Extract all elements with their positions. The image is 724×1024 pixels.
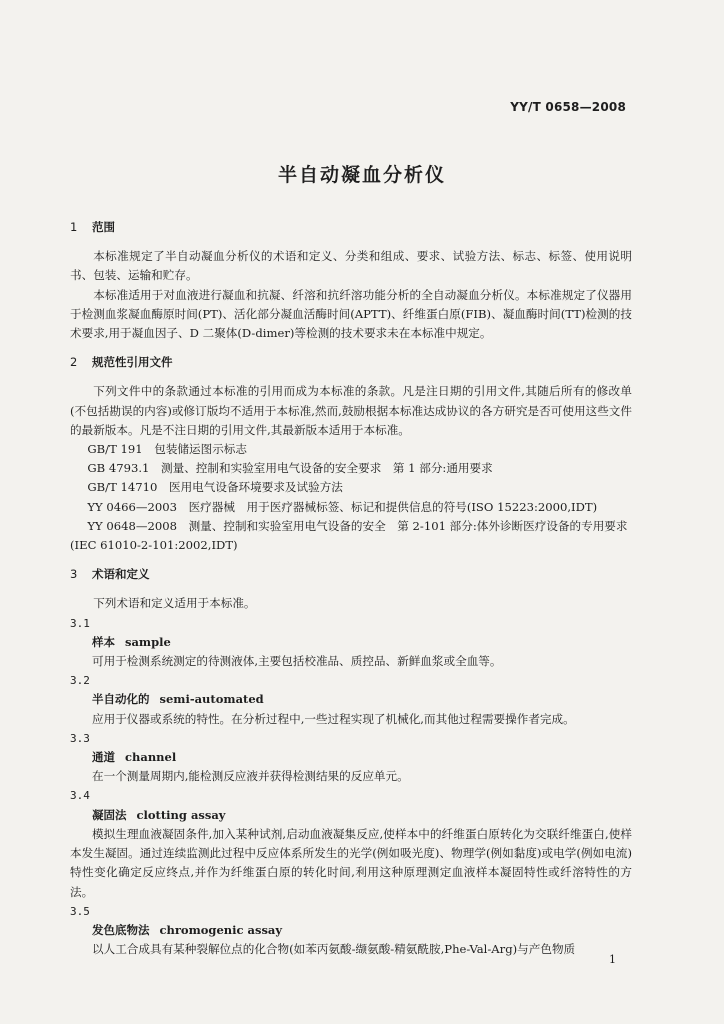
- term-heading: [92, 921, 632, 940]
- term-definition: 在一个测量周期内,能检测反应液并获得检测结果的反应单元。: [92, 769, 409, 784]
- paragraph: 下列文件中的条款通过本标准的引用而成为本标准的条款。凡是注日期的引用文件,其随后所有的修改单(不包括勘误的内容)或修订版均不适用于本标准,然而,鼓励根据本标准达成协议的各方研究是否可使用这些文件的最新版本。凡是不注日期的引用文件,其最新版本适用于本标准。: [70, 384, 632, 437]
- document-body: [70, 218, 632, 959]
- section-title: 范围: [92, 220, 115, 234]
- section-heading-1: [70, 218, 632, 237]
- section-number: 1: [70, 220, 78, 234]
- paragraph: 本标准规定了半自动凝血分析仪的术语和定义、分类和组成、要求、试验方法、标志、标签、使用说明书、包装、运输和贮存。: [70, 249, 632, 283]
- paragraph: 下列术语和定义适用于本标准。: [93, 596, 256, 611]
- term-number: 3.3: [70, 731, 90, 745]
- section-title: 规范性引用文件: [92, 355, 173, 370]
- section-heading-3: [70, 565, 632, 584]
- term-number: 3.1: [70, 616, 90, 630]
- term-definition: 应用于仪器或系统的特性。在分析过程中,一些过程实现了机械化,而其他过程需要操作者完成。: [92, 711, 575, 726]
- term-cn: 样本: [92, 634, 115, 649]
- term-number: 3.5: [70, 904, 90, 918]
- term-definition: 以人工合成具有某种裂解位点的化合物(如苯丙氨酸-缬氨酸-精氨酰胺,Phe-Val-Arg)与产色物质: [92, 942, 576, 957]
- page-number: 1: [609, 953, 616, 966]
- reference-item: YY 0466—2003 医疗器械 用于医疗器械标签、标记和提供信息的符号(ISO 15223:2000,IDT): [87, 499, 598, 514]
- term-cn: 凝固法: [92, 807, 127, 822]
- term-heading: [92, 748, 632, 767]
- term-heading: [92, 633, 632, 652]
- section-number: 2: [70, 355, 78, 370]
- reference-item: GB/T 14710 医用电气设备环境要求及试验方法: [87, 480, 343, 495]
- term-heading: [92, 690, 632, 709]
- section-title: 术语和定义: [92, 567, 150, 582]
- term-cn: 发色底物法: [92, 922, 150, 937]
- term-definition: 模拟生理血液凝固条件,加入某种试剂,启动血液凝集反应,使样本中的纤维蛋白原转化为交联纤维蛋白,使样本发生凝固。通过连续监测此过程中反应体系所发生的光学(例如吸光度)、物理学(例如黏度)或电学(例如电流)特性变化确定反应终点,并作为纤维蛋白原的转化时间,利用这种原理测定血液样本凝固特性或纤溶特性的方法。: [70, 826, 632, 899]
- term-en: sample: [125, 634, 171, 649]
- document-title: 半自动凝血分析仪: [277, 164, 446, 186]
- term-en: channel: [125, 750, 177, 765]
- standard-code: YY/T 0658—2008: [510, 100, 626, 114]
- term-en: clotting assay: [136, 807, 226, 822]
- term-number: 3.4: [70, 789, 90, 803]
- term-definition: 可用于检测系统测定的待测液体,主要包括校准品、质控品、新鲜血浆或全血等。: [92, 654, 502, 669]
- reference-item: GB 4793.1 测量、控制和实验室用电气设备的安全要求 第 1 部分:通用要求: [87, 461, 493, 476]
- section-heading-2: [70, 353, 632, 372]
- paragraph: 本标准适用于对血液进行凝血和抗凝、纤溶和抗纤溶功能分析的全自动凝血分析仪。本标准规定了仪器用于检测血浆凝血酶原时间(PT)、活化部分凝血活酶时间(APTT)、纤维蛋白原(FIB)、凝血酶时间(TT)检测的技术要求,用于凝血因子、D 二聚体(D-dimer)等检测的技术要求未在本标准中规定。: [70, 287, 632, 341]
- term-en: chromogenic assay: [159, 922, 283, 937]
- reference-item: YY 0648—2008 测量、控制和实验室用电气设备的安全 第 2-101 部分:体外诊断医疗设备的专用要求(IEC 61010-2-101:2002,IDT): [70, 518, 628, 553]
- term-en: semi-automated: [159, 692, 264, 707]
- term-heading: [92, 806, 632, 825]
- term-cn: 通道: [92, 750, 115, 765]
- section-number: 3: [70, 567, 78, 582]
- reference-item: GB/T 191 包装储运图示标志: [87, 442, 247, 457]
- term-number: 3.2: [70, 674, 90, 688]
- term-cn: 半自动化的: [92, 692, 150, 707]
